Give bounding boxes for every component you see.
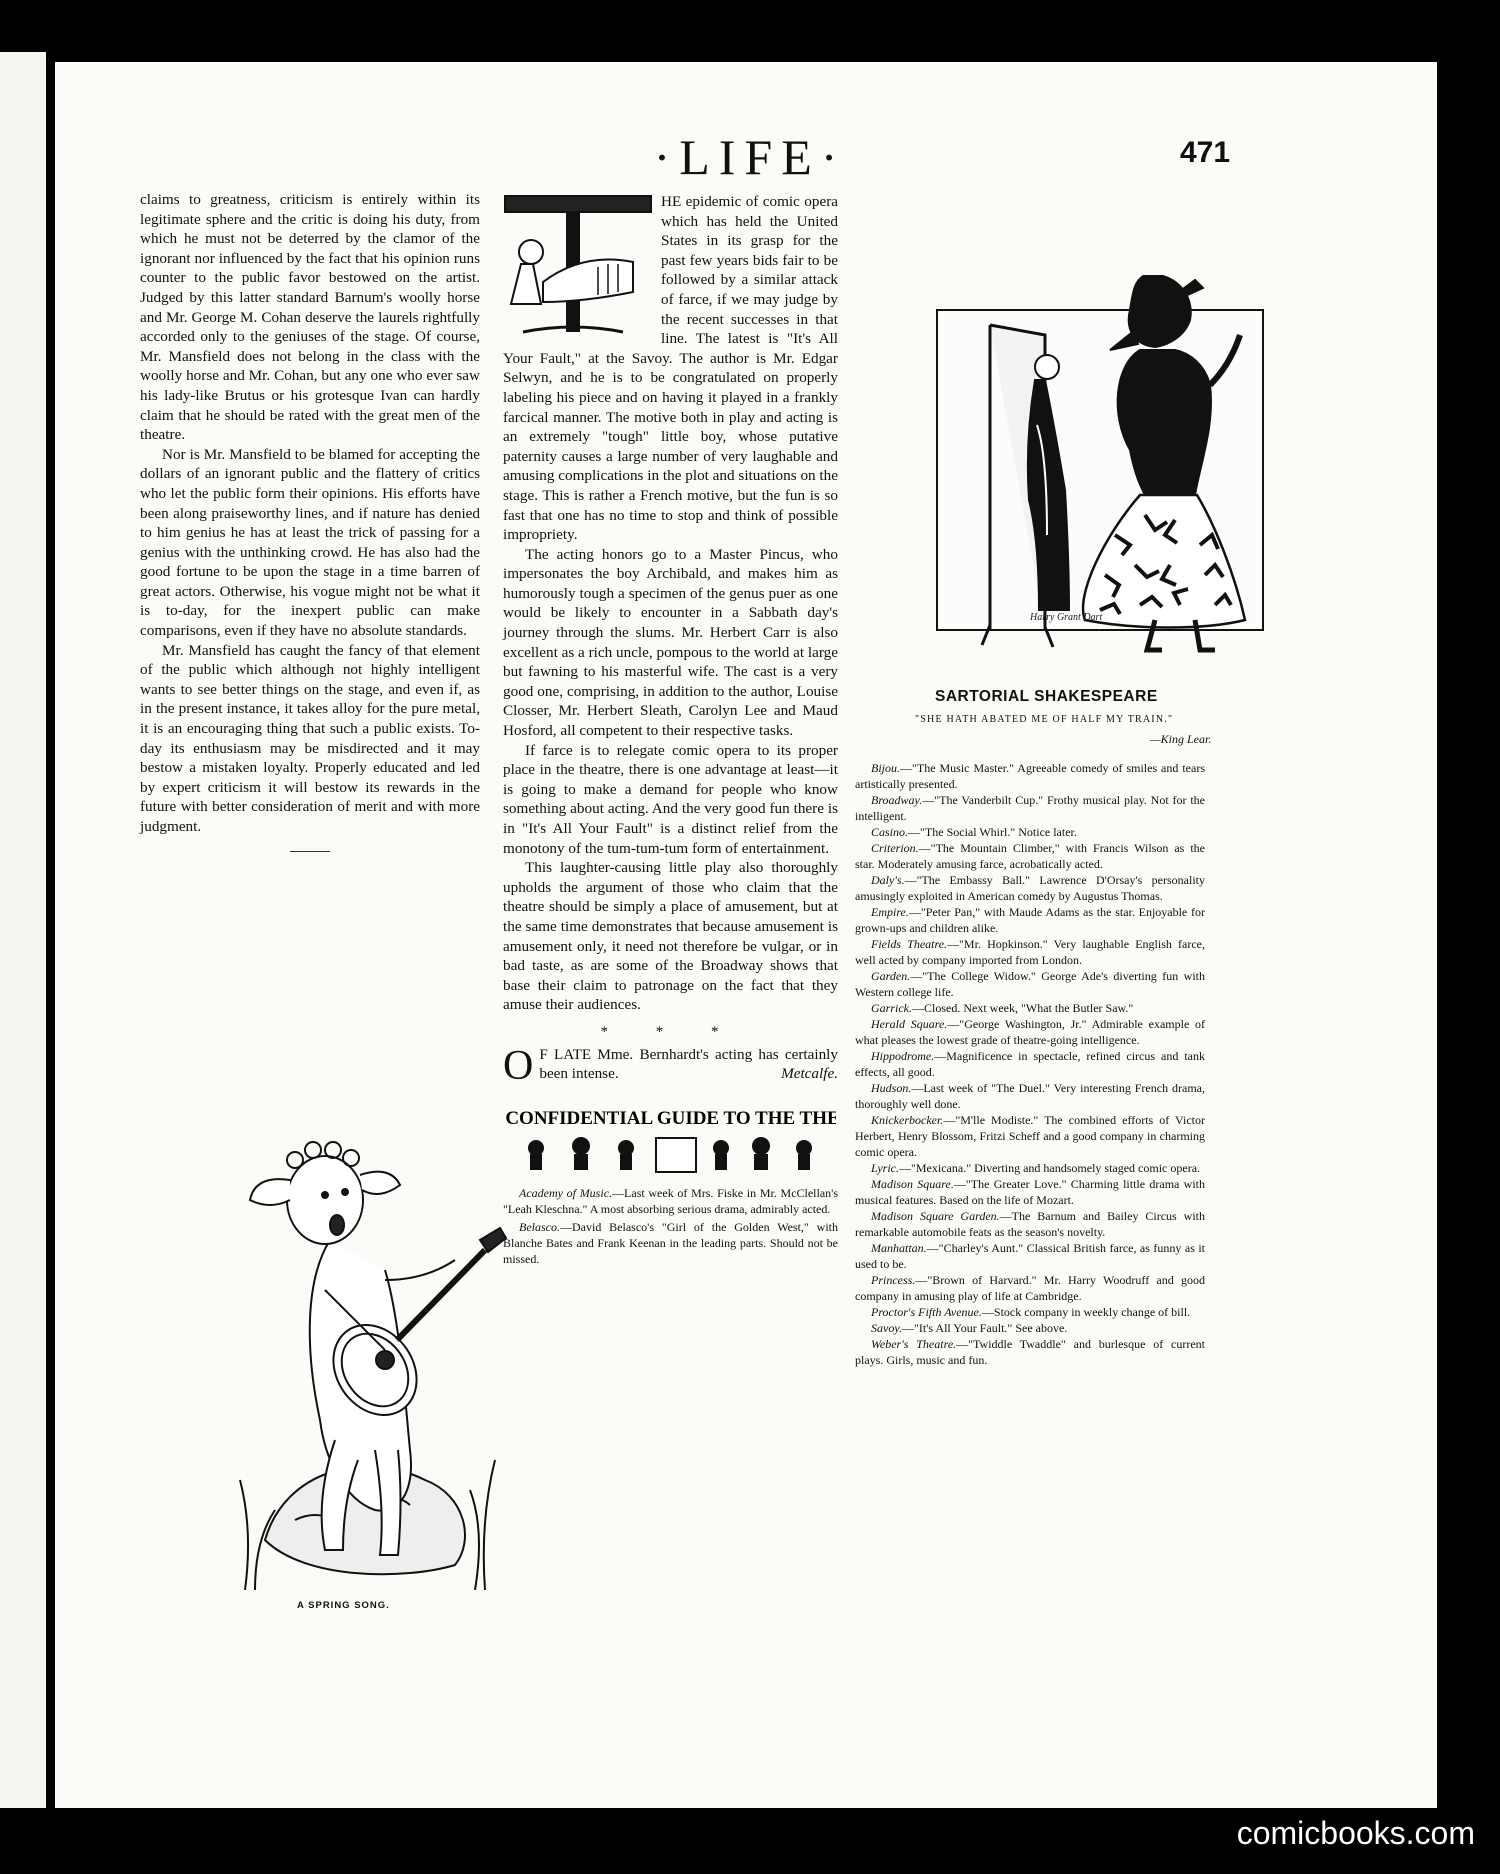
artist-signature: Harry Grant Dart — [1030, 612, 1103, 623]
listing-item — [855, 1016, 1205, 1048]
listing-venue: Casino. — [871, 825, 909, 839]
listing-text: —"M'lle Modiste." The combined efforts of Victor Herbert, Henry Blossom, Fritzi Scheff and a good company in charming comic opera. — [855, 1113, 1205, 1159]
paragraph: Mr. Mansfield has caught the fancy of that element of the public which although not highly intelligent wants to see better things on the stage, and even if, as in the present instance, it takes alloy for the pure metal, it is an encouraging thing that such a public exists. To-day its enthusiasm may be misdirected and it may bestow a mistaken loyalty. Properly educated and led by expert criticism it will bestow its rewards in the future with better consideration of merit and with more judgment. — [140, 641, 480, 835]
listing-item — [855, 760, 1205, 792]
listing-venue: Princess. — [871, 1273, 916, 1287]
guide-figures — [528, 1137, 812, 1172]
dropcap-o: O — [503, 1042, 534, 1089]
section-rule — [290, 851, 330, 852]
lead-paragraph: HE epidemic of comic opera which has held the United States in its grasp for the past few years bids fair to be followed by a similar attack of farce, if we may judge by the recent successes in that line. The latest is "It's All Your Fault," at the Savoy. The author is Mr. Edgar Selwyn, and he is to be congratulated on properly labeling his piece and on having it played in a frankly farcical manner. The motive both in play and acting is an extremely "tough" little boy, whose putative paternity causes a large number of very laughable and amusing complications in the plot and situations on the stage. This is rather a French motive, but the fun is so fast that one has no time to stop and think of possible impropriety. — [503, 193, 838, 544]
dropcap-t-illustration — [503, 192, 653, 340]
listing-text: —"The Social Whirl." Notice later. — [908, 825, 1077, 839]
listing-text: —"George Washington, Jr." Admirable example of what pleases the lowest grade of theatre-going intelligence. — [855, 1017, 1206, 1047]
listing-text: —David Belasco's "Girl of the Golden West," with Blanche Bates and Frank Keenan in the leading parts. Should not be missed. — [503, 1220, 838, 1267]
listing-item — [855, 824, 1205, 840]
column-1 — [140, 190, 480, 852]
paragraph: Nor is Mr. Mansfield to be blamed for accepting the dollars of an ignorant public and the flattery of critics who let the public form their opinions. His efforts have been along praiseworthy lines, and if nature has denied to him genius he has at least the trick of passing for a genius with the unthinking crowd. He has also had the good fortune to be upon the stage in a time barren of great actors. Otherwise, his vogue might not be what it is to-day, for the inexpert public can make comparisons, even if they have no absolute standards. — [140, 445, 480, 640]
sartorial-caption: SARTORIAL SHAKESPEARE — [935, 688, 1158, 705]
listing-venue: Proctor's Fifth Avenue. — [871, 1305, 982, 1319]
column-2 — [503, 192, 838, 1269]
paragraph: The acting honors go to a Master Pincus, who impersonates the boy Archibald, and makes him as humorously tough a specimen of the genus puer as one would be likely to encounter in a Sabbath day's journey through the slums. Mr. Herbert Carr is also excellent as a rich uncle, pompous to the world at large but fawning to his masterful wife. The cast is a very good one, comprising, in addition to the author, Louise Closser, Mr. Herbert Sleath, Carolyn Lee and Maud Hosford, all competent to their respective tasks. — [503, 545, 838, 740]
listing-item — [855, 1272, 1205, 1304]
listing-text: —Last week of Mrs. Fiske in Mr. McClellan's "Leah Kleschna." A most absorbing serious drama, admirably acted. — [503, 1186, 839, 1217]
listing-item — [855, 872, 1205, 904]
listing-venue: Daly's. — [871, 873, 905, 887]
masthead: ·LIFE· — [653, 129, 847, 185]
page-number: 471 — [1180, 136, 1231, 169]
listing-text: —Magnificence in spectacle, refined circus and tank effects, all good. — [855, 1049, 1205, 1079]
listing-item — [855, 840, 1205, 872]
listing-text: —Last week of "The Duel." Very interesting French drama, thoroughly well done. — [855, 1081, 1205, 1111]
guide-title-text: CONFIDENTIAL GUIDE TO THE THE — [505, 1107, 836, 1129]
of-late-text: F LATE Mme. Bernhardt's acting has certainly been intense. — [539, 1045, 838, 1083]
listing-venue: Hippodrome. — [871, 1049, 935, 1063]
listing-item — [855, 1208, 1205, 1240]
listing-text: —"Twiddle Twaddle" and burlesque of current plays. Girls, music and fun. — [855, 1337, 1205, 1367]
listing-item — [855, 1304, 1205, 1320]
listing-item — [855, 1160, 1205, 1176]
listing-text: —The Barnum and Bailey Circus with remarkable automobile feats as the season's novelty. — [855, 1209, 1205, 1239]
spring-song-caption: A SPRING SONG. — [297, 1600, 390, 1611]
listing-text: —"The Embassy Ball." Lawrence D'Orsay's personality amusingly exploited in American comedy by Augustus Thomas. — [855, 873, 1205, 903]
listing-venue: Madison Square. — [871, 1177, 954, 1191]
listing-venue: Garrick. — [871, 1001, 912, 1015]
listing-item — [855, 1336, 1205, 1368]
listing-item — [855, 1000, 1205, 1016]
listing-item — [503, 1219, 838, 1267]
sartorial-shakespeare-illustration — [935, 275, 1265, 670]
listing-text: —"The Music Master." Agreeable comedy of smiles and tears artistically presented. — [855, 761, 1205, 791]
listing-venue: Garden. — [871, 969, 911, 983]
listing-venue: Weber's Theatre. — [871, 1337, 957, 1351]
listing-venue: Savoy. — [871, 1321, 902, 1335]
paragraph: claims to greatness, criticism is entirely within its legitimate sphere and the critic is doing his duty, from which he must not be deterred by the clamor of the ignorant nor influenced by the fact that his opinion runs counter to the public favor bestowed on the artist. Judged by this latter standard Barnum's woolly horse and Mr. George M. Cohan deserve the laurels rightfully accorded only to the geniuses of the stage. Of course, Mr. Mansfield does not belong in the class with the woolly horse and Mr. Cohan, but any one who ever saw his lady-like Brutus or his grotesque Ivan can hardly claim that he should be rated with the great men of the theatre. — [140, 191, 480, 444]
facing-page-edge — [0, 52, 46, 1808]
guide-listings-col3 — [855, 760, 1205, 1368]
listing-text: —"Mexicana." Diverting and handsomely staged comic opera. — [898, 1161, 1201, 1175]
of-late-paragraph — [503, 1042, 838, 1089]
listing-venue: Madison Square Garden. — [871, 1209, 1000, 1223]
listing-item — [855, 1240, 1205, 1272]
spring-song-illustration — [225, 1120, 525, 1590]
listing-venue: Manhattan. — [871, 1241, 927, 1255]
listing-venue: Academy of Music. — [519, 1186, 613, 1201]
guide-heading — [503, 1096, 838, 1182]
of-late-attribution: Metcalfe. — [781, 1065, 838, 1083]
listing-venue: Empire. — [871, 905, 909, 919]
listing-item — [855, 968, 1205, 1000]
listing-text: —"Mr. Hopkinson." Very laughable English farce, well acted by company imported from London. — [855, 937, 1205, 967]
watermark: comicbooks.com — [1236, 1815, 1475, 1851]
listing-item — [855, 1176, 1205, 1208]
listing-item — [855, 792, 1205, 824]
listing-item — [855, 1112, 1205, 1160]
listing-text: —Closed. Next week, "What the Butler Saw." — [912, 1001, 1134, 1015]
listing-item — [855, 904, 1205, 936]
guide-listings-col2 — [503, 1185, 838, 1267]
listing-venue: Criterion. — [871, 841, 919, 855]
listing-item — [503, 1185, 838, 1217]
listing-venue: Fields Theatre. — [871, 937, 948, 951]
listing-text: —"The Greater Love." Charming little drama with musical features. Based on the life of Mozart. — [855, 1177, 1205, 1207]
listing-item — [855, 1048, 1205, 1080]
listing-item — [855, 1320, 1205, 1336]
listing-text: —"The College Widow." George Ade's diverting fun with Western college life. — [855, 969, 1205, 999]
listing-text: —Stock company in weekly change of bill. — [981, 1305, 1191, 1319]
listing-item — [855, 1080, 1205, 1112]
listing-venue: Bijou. — [871, 761, 900, 775]
listing-venue: Belasco. — [519, 1220, 560, 1235]
section-stars: * * * — [600, 1023, 741, 1040]
listing-text: —"Charley's Aunt." Classical British farce, as funny as it used to be. — [855, 1241, 1205, 1271]
listing-text: —"Peter Pan," with Maude Adams as the star. Enjoyable for grown-ups and children alike. — [855, 905, 1205, 935]
listing-venue: Knickerbocker. — [871, 1113, 944, 1127]
listing-text: —"The Vanderbilt Cup." Frothy musical play. Not for the intelligent. — [855, 793, 1205, 823]
listing-venue: Herald Square. — [871, 1017, 948, 1031]
listing-item — [855, 936, 1205, 968]
listing-venue: Lyric. — [871, 1161, 899, 1175]
listing-venue: Hudson. — [871, 1081, 912, 1095]
sartorial-quote: "SHE HATH ABATED ME OF HALF MY TRAIN." — [915, 714, 1174, 725]
paragraph: This laughter-causing little play also thoroughly upholds the argument of those who claim that the theatre should be simply a place of amusement, but at the same time demonstrates that because amusement is amusement only, it need not therefore be vulgar, or in bad taste, as are some of the Broadway shows that base their claim to patronage on the fact that they amuse their audiences. — [503, 859, 838, 1014]
sartorial-attribution: —King Lear. — [1150, 732, 1212, 746]
listing-text: —"Brown of Harvard." Mr. Harry Woodruff and good company in amusing play of life at Cambridge. — [855, 1273, 1205, 1303]
listing-text: —"It's All Your Fault." See above. — [902, 1321, 1068, 1335]
paragraph: If farce is to relegate comic opera to its proper place in the theatre, there is one advantage at least—it is going to make a demand for people who know something about acting. And the very good fun there is in "It's All Your Fault" is a distinct relief from the monotony of the tum-tum-tum form of entertainment. — [503, 741, 838, 857]
listing-text: —"The Mountain Climber," with Francis Wilson as the star. Moderately amusing farce, acrobatically acted. — [855, 841, 1205, 871]
listing-venue: Broadway. — [871, 793, 923, 807]
